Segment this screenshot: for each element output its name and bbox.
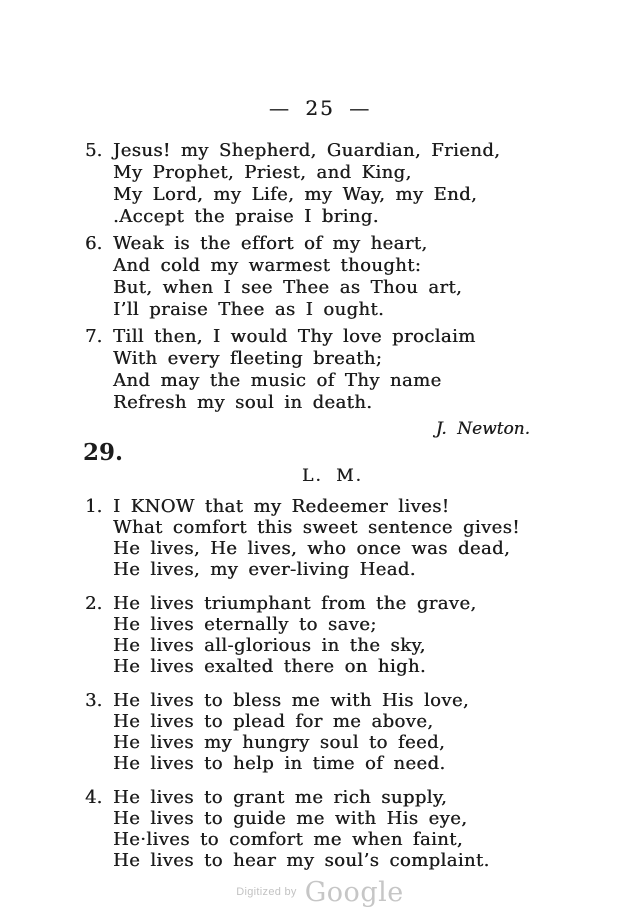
stanza-lines — [113, 787, 490, 871]
page-number: — 25 — — [268, 96, 372, 120]
stanza-lines — [113, 233, 462, 321]
stanza-line: He lives, my ever-living Head. — [113, 559, 416, 580]
meter-designation: L. M. — [302, 466, 363, 486]
digitized-by-label: Digitized by — [236, 886, 297, 898]
stanza-line: My Lord, my Life, my Way, my End, — [113, 184, 478, 205]
author-attribution: J. Newton. — [435, 419, 530, 439]
stanza-line: But, when I see Thee as Thou art, — [113, 277, 463, 298]
hymn-continuation — [85, 140, 640, 439]
google-logo: Google — [304, 877, 404, 908]
stanza-line: He lives eternally to save; — [113, 614, 377, 635]
stanza-6 — [85, 233, 640, 321]
stanza-1 — [85, 496, 640, 580]
stanza-7 — [85, 326, 640, 414]
stanza-line: .Accept the praise I bring. — [113, 206, 379, 227]
stanza-line: He lives, He lives, who once was dead, — [113, 538, 511, 559]
stanza-number: 5. — [85, 140, 103, 161]
stanza-lines — [113, 496, 520, 580]
stanza-number: 7. — [85, 326, 103, 347]
stanza-line: I’ll praise Thee as I ought. — [113, 299, 385, 320]
stanza-line: Refresh my soul in death. — [113, 392, 373, 413]
stanza-line: I KNOW that my Redeemer lives! — [113, 496, 450, 517]
stanza-line: He lives to hear my soul’s complaint. — [113, 850, 490, 871]
stanza-line: He lives my hungry soul to feed, — [113, 732, 446, 753]
stanza-number: 2. — [85, 593, 103, 614]
stanza-line: And may the music of Thy name — [113, 370, 442, 391]
hymn-header — [85, 441, 640, 486]
hymn-number: 29. — [83, 439, 124, 466]
stanza-line: What comfort this sweet sentence gives! — [113, 517, 520, 538]
stanza-line: He lives to bless me with His love, — [113, 690, 469, 711]
stanza-line: He lives all-glorious in the sky, — [113, 635, 426, 656]
stanza-line: He lives exalted there on high. — [113, 656, 426, 677]
stanza-line: With every fleeting breath; — [113, 348, 383, 369]
stanza-line: He lives to plead for me above, — [113, 711, 434, 732]
stanza-line: Till then, I would Thy love proclaim — [113, 326, 476, 347]
stanza-number: 6. — [85, 233, 103, 254]
stanza-lines — [113, 593, 477, 677]
stanza-number: 3. — [85, 690, 103, 711]
stanza-lines — [113, 326, 476, 414]
page-content — [0, 140, 640, 871]
stanza-line: And cold my warmest thought: — [113, 255, 422, 276]
stanza-line: Weak is the effort of my heart, — [113, 233, 428, 254]
stanza-line: Jesus! my Shepherd, Guardian, Friend, — [113, 140, 501, 161]
stanza-line: He lives to guide me with His eye, — [113, 808, 468, 829]
digitization-footer — [0, 877, 640, 908]
stanza-line: He lives to grant me rich supply, — [113, 787, 448, 808]
stanza-line: He lives to help in time of need. — [113, 753, 446, 774]
stanza-lines — [113, 140, 500, 228]
stanza-5 — [85, 140, 640, 228]
stanza-line: He·lives to comfort me when faint, — [113, 829, 463, 850]
stanza-number: 4. — [85, 787, 103, 808]
stanza-3 — [85, 690, 640, 774]
stanza-4 — [85, 787, 640, 871]
stanza-lines — [113, 690, 469, 774]
stanza-number: 1. — [85, 496, 103, 517]
stanza-line: He lives triumphant from the grave, — [113, 593, 477, 614]
stanza-2 — [85, 593, 640, 677]
stanza-line: My Prophet, Priest, and King, — [113, 162, 412, 183]
hymn-29 — [85, 441, 640, 871]
